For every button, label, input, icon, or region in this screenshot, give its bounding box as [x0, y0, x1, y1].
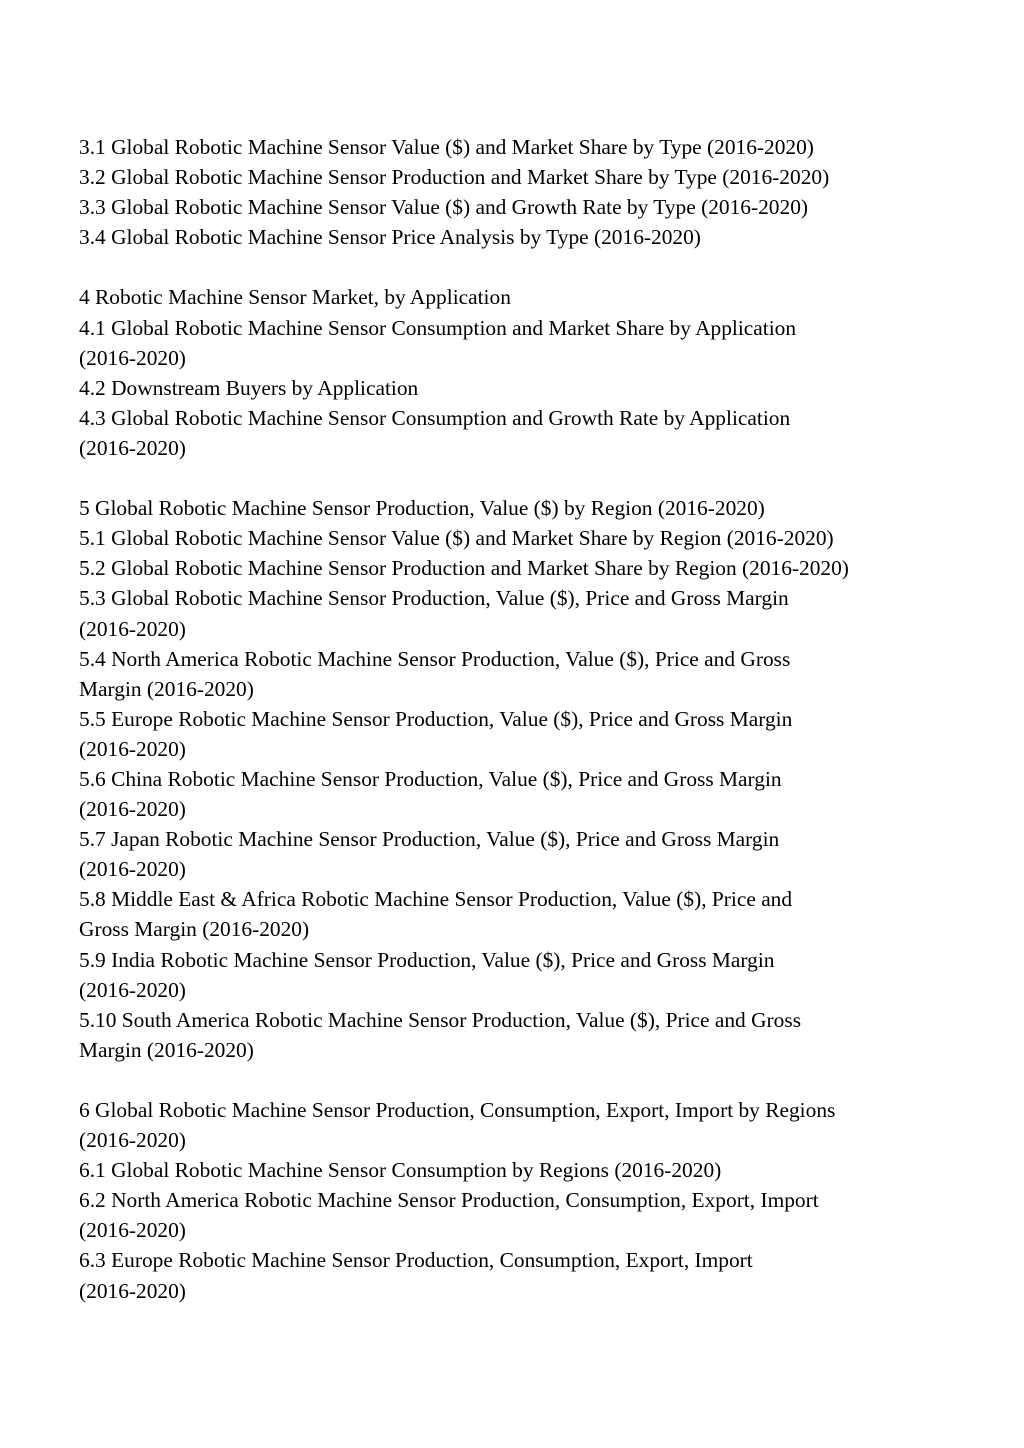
toc-entry-line: 3.3 Global Robotic Machine Sensor Value ($) and Growth Rate by Type (2016-2020): [79, 195, 809, 220]
toc-entry-line: 5.10 South America Robotic Machine Sensor Production, Value ($), Price and Gross: [79, 1007, 802, 1032]
toc-entry-line: (2016-2020): [79, 435, 186, 460]
toc-entry-line: (2016-2020): [79, 345, 186, 370]
toc-entry-line: (2016-2020): [79, 1278, 186, 1303]
toc-section: [79, 132, 959, 252]
toc-section: [79, 1095, 959, 1306]
toc-entry-line: 4 Robotic Machine Sensor Market, by Application: [79, 285, 511, 310]
toc-entry-line: 3.2 Global Robotic Machine Sensor Production and Market Share by Type (2016-2020): [79, 165, 830, 190]
section-spacer: [79, 252, 959, 282]
toc-entry-line: (2016-2020): [79, 1128, 186, 1153]
toc-entry-line: (2016-2020): [79, 1218, 186, 1243]
toc-entry-line: Margin (2016-2020): [79, 1037, 254, 1062]
toc-entry-line: 5 Global Robotic Machine Sensor Production, Value ($) by Region (2016-2020): [79, 496, 765, 521]
section-spacer: [79, 463, 959, 493]
toc-entry-line: Gross Margin (2016-2020): [79, 917, 310, 942]
toc-entry-line: 5.5 Europe Robotic Machine Sensor Production, Value ($), Price and Gross Margin: [79, 706, 793, 731]
toc-entry-line: 5.8 Middle East & Africa Robotic Machine Sensor Production, Value ($), Price and: [79, 887, 793, 912]
toc-entry-line: (2016-2020): [79, 616, 186, 641]
toc-entry-line: 5.1 Global Robotic Machine Sensor Value ($) and Market Share by Region (2016-2020): [79, 526, 834, 551]
toc-entry-line: 4.3 Global Robotic Machine Sensor Consumption and Growth Rate by Application: [79, 405, 791, 430]
toc-entry-line: (2016-2020): [79, 736, 186, 761]
toc-entry-line: 6.1 Global Robotic Machine Sensor Consumption by Regions (2016-2020): [79, 1158, 722, 1183]
toc-entry-line: Margin (2016-2020): [79, 676, 254, 701]
toc-entry-line: (2016-2020): [79, 857, 186, 882]
table-of-contents: [79, 132, 959, 1306]
toc-entry-line: 5.6 China Robotic Machine Sensor Production, Value ($), Price and Gross Margin: [79, 766, 782, 791]
toc-entry-line: 5.2 Global Robotic Machine Sensor Production and Market Share by Region (2016-2020): [79, 556, 849, 581]
toc-entry-line: (2016-2020): [79, 977, 186, 1002]
toc-entry-line: 6 Global Robotic Machine Sensor Production, Consumption, Export, Import by Regions: [79, 1098, 836, 1122]
toc-entry-line: 4.1 Global Robotic Machine Sensor Consumption and Market Share by Application: [79, 315, 797, 340]
section-spacer: [79, 1065, 959, 1095]
toc-entry-line: 6.3 Europe Robotic Machine Sensor Production, Consumption, Export, Import: [79, 1248, 753, 1273]
toc-entry-line: 5.4 North America Robotic Machine Sensor Production, Value ($), Price and Gross: [79, 646, 791, 671]
toc-entry-line: 4.2 Downstream Buyers by Application: [79, 375, 419, 400]
toc-entry-line: 5.3 Global Robotic Machine Sensor Production, Value ($), Price and Gross Margin: [79, 586, 789, 611]
toc-entry-line: 5.9 India Robotic Machine Sensor Production, Value ($), Price and Gross Margin: [79, 947, 775, 972]
toc-entry-line: 3.1 Global Robotic Machine Sensor Value ($) and Market Share by Type (2016-2020): [79, 135, 814, 159]
toc-entry-line: 3.4 Global Robotic Machine Sensor Price Analysis by Type (2016-2020): [79, 225, 701, 250]
toc-entry-line: (2016-2020): [79, 797, 186, 822]
toc-section: [79, 493, 959, 1065]
toc-entry-line: 5.7 Japan Robotic Machine Sensor Production, Value ($), Price and Gross Margin: [79, 827, 780, 852]
toc-section: [79, 282, 959, 463]
toc-entry-line: 6.2 North America Robotic Machine Sensor Production, Consumption, Export, Import: [79, 1188, 819, 1213]
